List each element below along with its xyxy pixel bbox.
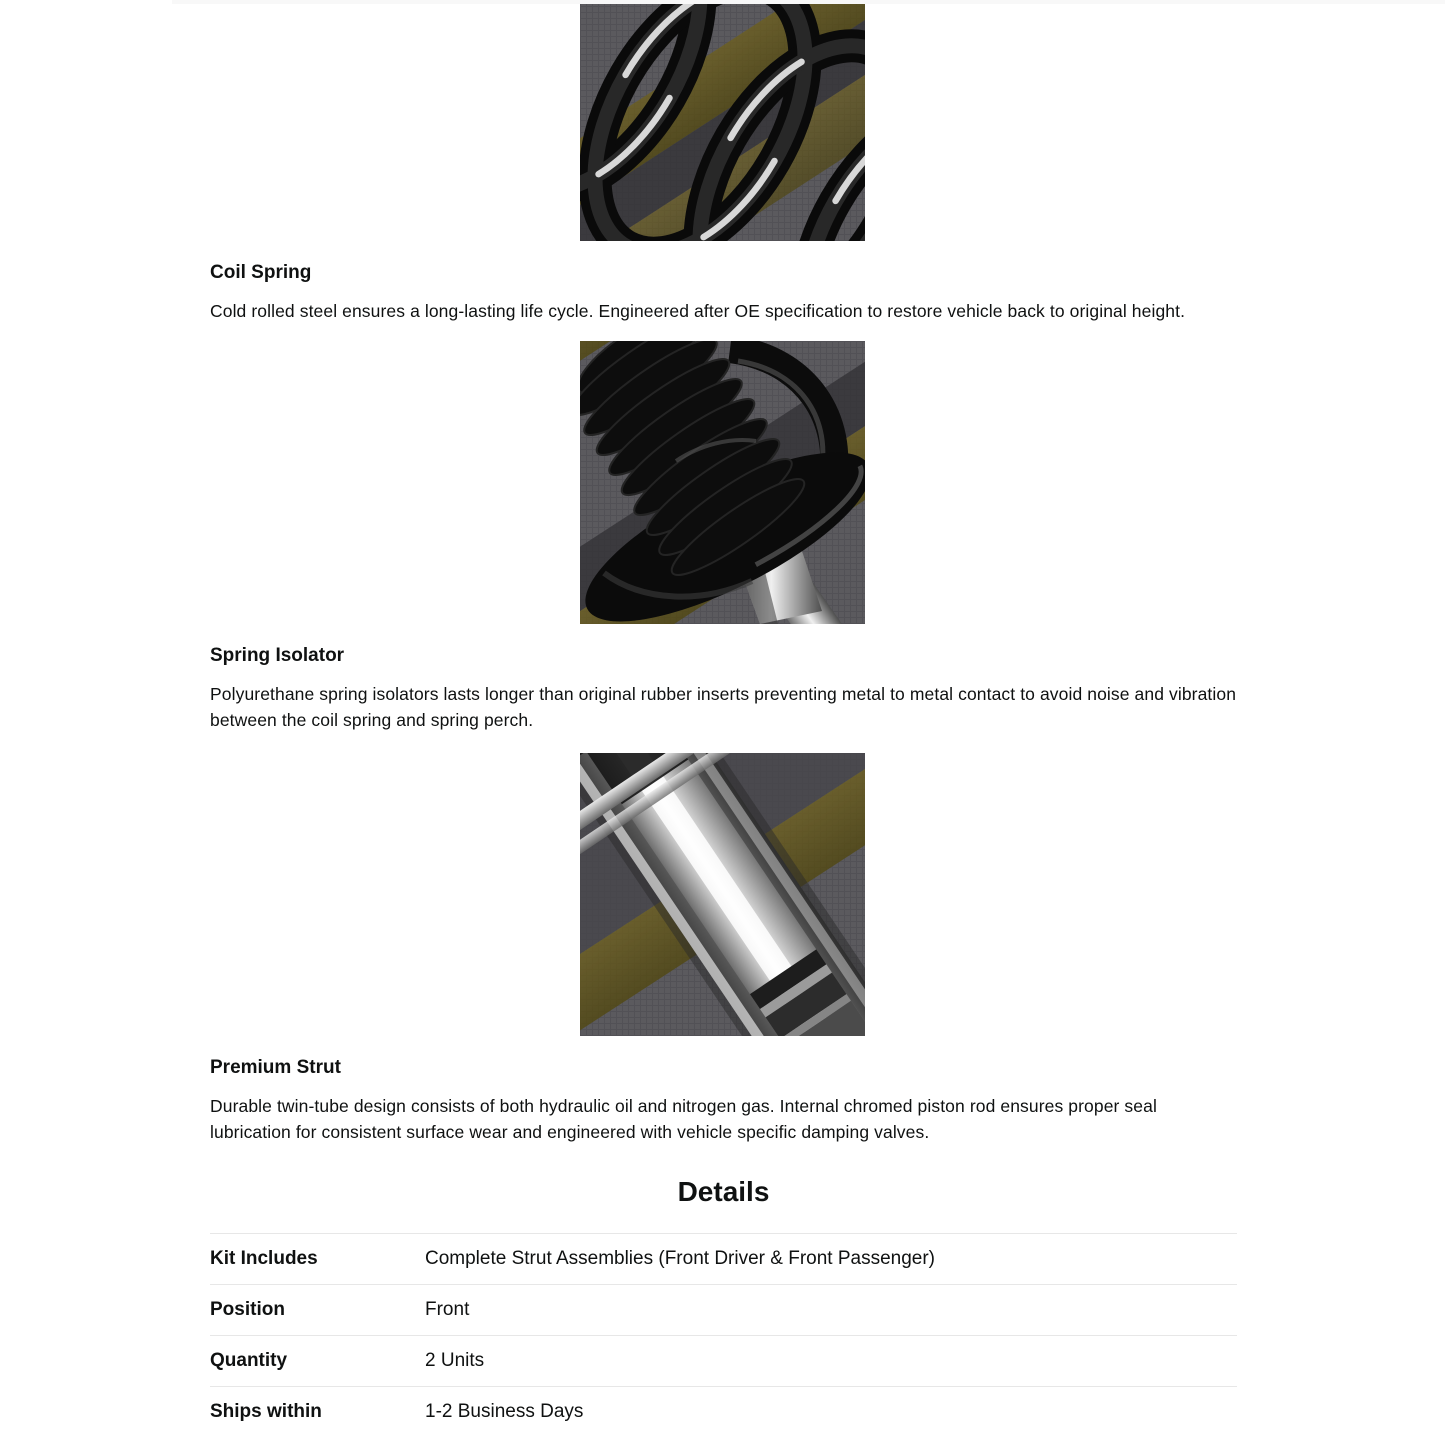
coil-spring-image	[580, 0, 865, 241]
details-row-kit-includes	[210, 1233, 1237, 1284]
feature-description-spring-isolator: Polyurethane spring isolators lasts longer than original rubber inserts preventing metal to metal contact to avoid noise and vibration between the coil spring and spring perch.	[210, 684, 1237, 730]
details-value: 2 Units	[425, 1350, 485, 1371]
details-table	[210, 1233, 1237, 1437]
feature-heading-premium-strut: Premium Strut	[210, 1057, 341, 1078]
feature-heading-spring-isolator: Spring Isolator	[210, 645, 345, 666]
feature-heading-coil-spring: Coil Spring	[210, 262, 312, 283]
details-label: Quantity	[210, 1350, 288, 1371]
premium-strut-image	[580, 753, 865, 1036]
details-value: Complete Strut Assemblies (Front Driver & Front Passenger)	[425, 1248, 936, 1269]
details-row-quantity	[210, 1335, 1237, 1386]
details-value: 1-2 Business Days	[425, 1401, 584, 1422]
details-heading: Details	[677, 1176, 770, 1207]
details-label: Position	[210, 1299, 285, 1320]
feature-description-coil-spring: Cold rolled steel ensures a long-lasting life cycle. Engineered after OE specification to restore vehicle back to original height.	[210, 301, 1186, 321]
top-page-divider	[172, 0, 1445, 4]
details-value: Front	[425, 1299, 470, 1320]
details-label: Kit Includes	[210, 1248, 318, 1269]
details-row-ships-within	[210, 1386, 1237, 1437]
details-row-position	[210, 1284, 1237, 1335]
feature-description-premium-strut: Durable twin-tube design consists of both hydraulic oil and nitrogen gas. Internal chromed piston rod ensures proper seal lubrication for consistent surface wear and engineered with vehicle specific damping valves.	[210, 1096, 1157, 1142]
details-label: Ships within	[210, 1401, 322, 1422]
spring-isolator-image	[580, 341, 865, 624]
